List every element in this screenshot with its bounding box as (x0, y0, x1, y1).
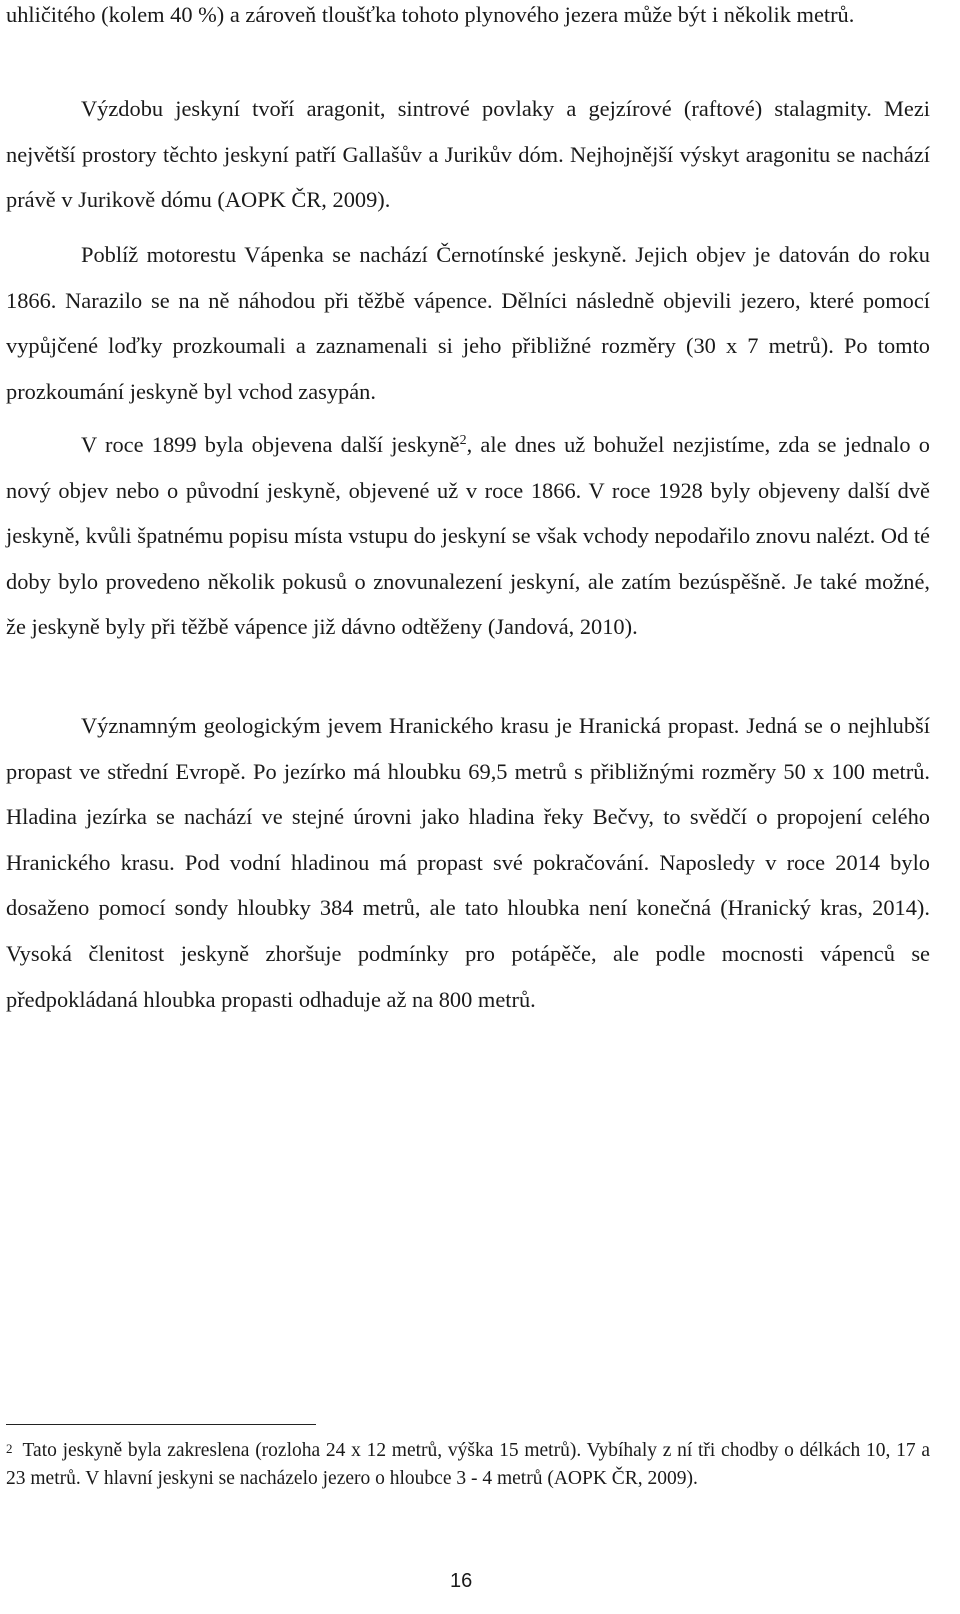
page-number: 16 (450, 1570, 473, 1592)
paragraph-cave-decoration: Výzdobu jeskyní tvoří aragonit, sintrové povlaky a gejzírové (raftové) stalagmity. Mezi největší prostory těchto jeskyní patří Gallašův a Jurikův dóm. Nejhojnější výskyt aragonitu se nachází právě v Jurikově dómu (AOPK ČR, 2009). (6, 96, 930, 213)
footnote-reference[interactable]: 2 (459, 433, 467, 448)
paragraph-cernotin-caves: Poblíž motorestu Vápenka se nachází Černotínské jeskyně. Jejich objev je datován do roku 1866. Narazilo se na ně náhodou při těžbě vápence. Dělníci následně objevili jezero, které pomocí vypůjčené loďky prozkoumali a zaznamenali si jeho přibližné rozměry (30 x 7 metrů). Po tomto prozkoumání jeskyně byl vchod zasypán. (6, 242, 930, 404)
footnote-separator (6, 1424, 316, 1425)
paragraph-continuation: uhličitého (kolem 40 %) a zároveň tloušťka tohoto plynového jezera může být i několik metrů. (6, 2, 855, 27)
footnote-text: Tato jeskyně byla zakreslena (rozloha 24 x 12 metrů, výška 15 metrů). Vybíhaly z ní tři chodby o délkách 10, 17 a 23 metrů. V hlavní jeskyni se nacházelo jezero o hloubce 3 - 4 metrů (AOPK ČR, 2009). (6, 1440, 930, 1489)
footnote (6, 1437, 930, 1493)
paragraph-text: , ale dnes už bohužel nezjistíme, zda se jednalo o nový objev nebo o původní jeskyně, objevené už v roce 1866. V roce 1928 byly objeveny další dvě jeskyně, kvůli špatnému popisu místa vstupu do jeskyní se však vchody nepodařilo znovu nalézt. Od té doby bylo provedeno několik pokusů o znovunalezení jeskyní, ale zatím bezúspěšně. Je také možné, že jeskyně byly při těžbě vápence již dávno odtěženy (Jandová, 2010). (6, 432, 930, 640)
paragraph-text: V roce 1899 byla objevena další jeskyně (81, 432, 460, 457)
paragraph-hranice-abyss: Významným geologickým jevem Hranického krasu je Hranická propast. Jedná se o nejhlubší propast ve střední Evropě. Po jezírko má hloubku 69,5 metrů s přibližnými rozměry 50 x 100 metrů. Hladina jezírka se nachází ve stejné úrovni jako hladina řeky Bečvy, to svědčí o propojení celého Hranického krasu. Pod vodní hladinou má propast své pokračování. Naposledy v roce 2014 bylo dosaženo pomocí sondy hloubky 384 metrů, ale tato hloubka není konečná (Hranický kras, 2014). Vysoká členitost jeskyně zhoršuje podmínky pro potápěče, ale podle mocnosti vápenců se předpokládaná hloubka propasti odhaduje až na 800 metrů. (6, 713, 930, 1012)
footnote-mark: 2 (6, 1441, 13, 1456)
document-page (6, 0, 930, 1614)
paragraph-1899-discovery (6, 422, 930, 650)
